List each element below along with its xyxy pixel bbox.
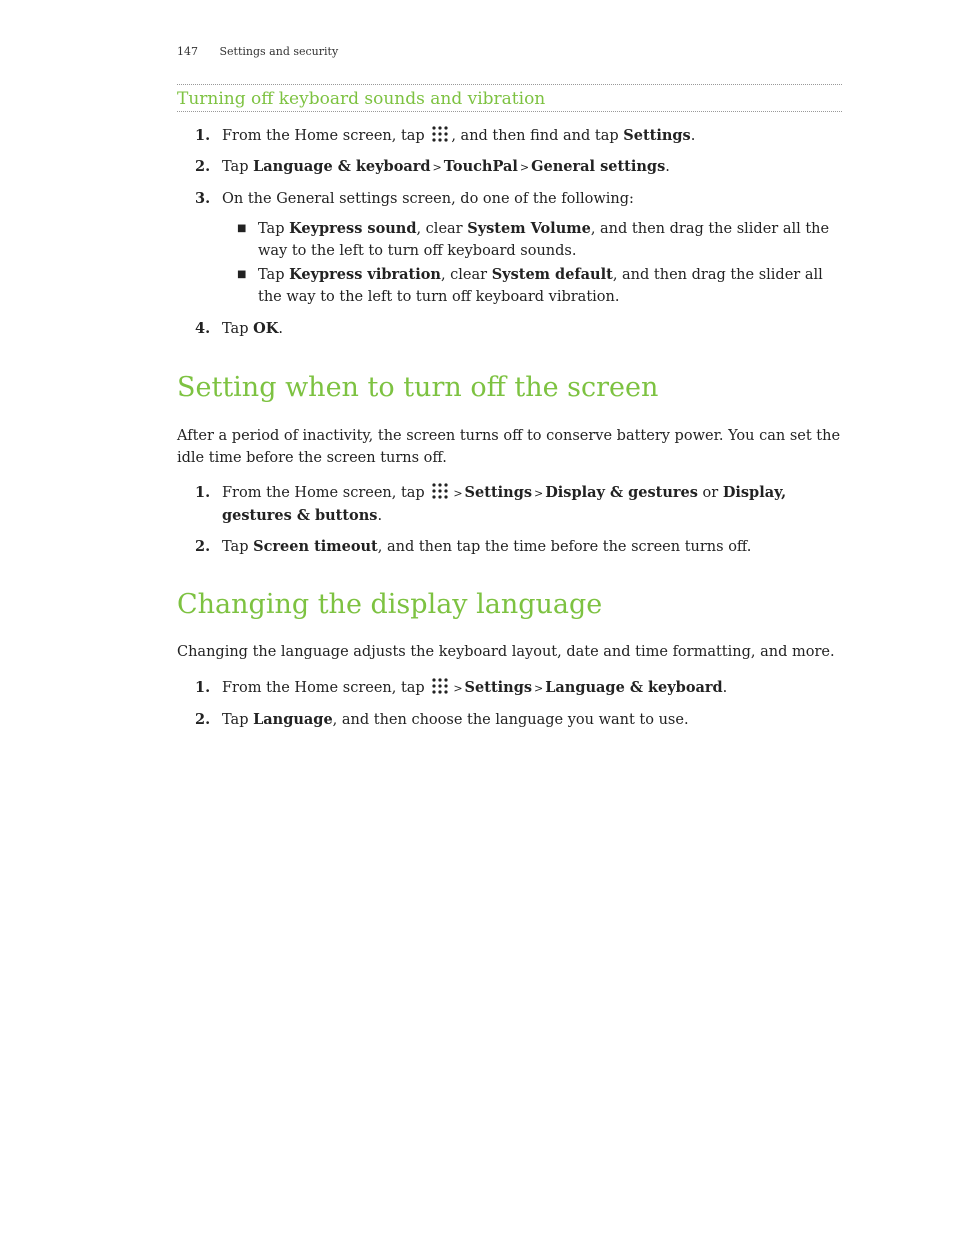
page-number: 147 [177,45,198,58]
keyboard-steps [177,125,842,349]
running-header [177,45,338,58]
list-item: 2. Tap Screen timeout, and then tap the time before the screen turns off. [195,538,752,555]
list-item: 1. From the Home screen, tap > Settings > Language & keyboard. [195,679,728,696]
list-item: 3. On the General settings screen, do one of the following: [195,190,634,207]
screen-section-intro: After a period of inactivity, the screen turns off to conserve battery power. You can set the idle time before the screen turns off. [177,428,841,466]
section-name: Settings and security [219,45,339,58]
keyboard-section-title: Turning off keyboard sounds and vibration [177,89,546,109]
list-item: 1. From the Home screen, tap > Settings > Display & gestures or Display, gestures & buttons. [195,484,787,524]
apps-grid-icon [431,677,449,695]
apps-grid-icon [431,125,449,143]
language-section-intro: Changing the language adjusts the keyboard layout, date and time formatting, and more. [177,644,835,660]
list-item: 4. Tap OK. [195,320,283,337]
list-item: 2. Tap Language & keyboard > TouchPal > General settings. [195,158,670,175]
keyboard-section-heading-box [177,84,842,112]
list-item: ■ Tap Keypress vibration, clear System default, and then drag the slider all the way to the left to turn off keyboard vibration. [237,266,823,305]
screen-section-title: Setting when to turn off the screen [177,372,659,403]
list-item: 2. Tap Language, and then choose the language you want to use. [195,711,689,728]
options-list [177,218,842,308]
apps-grid-icon [431,482,449,500]
screen-steps [177,482,842,567]
language-section-title: Changing the display language [177,589,603,620]
list-item: 1. From the Home screen, tap , and then find and tap Settings. [195,127,696,144]
list-item: ■ Tap Keypress sound, clear System Volume, and then drag the slider all the way to the left to turn off keyboard sounds. [237,220,830,259]
language-steps [177,677,842,740]
